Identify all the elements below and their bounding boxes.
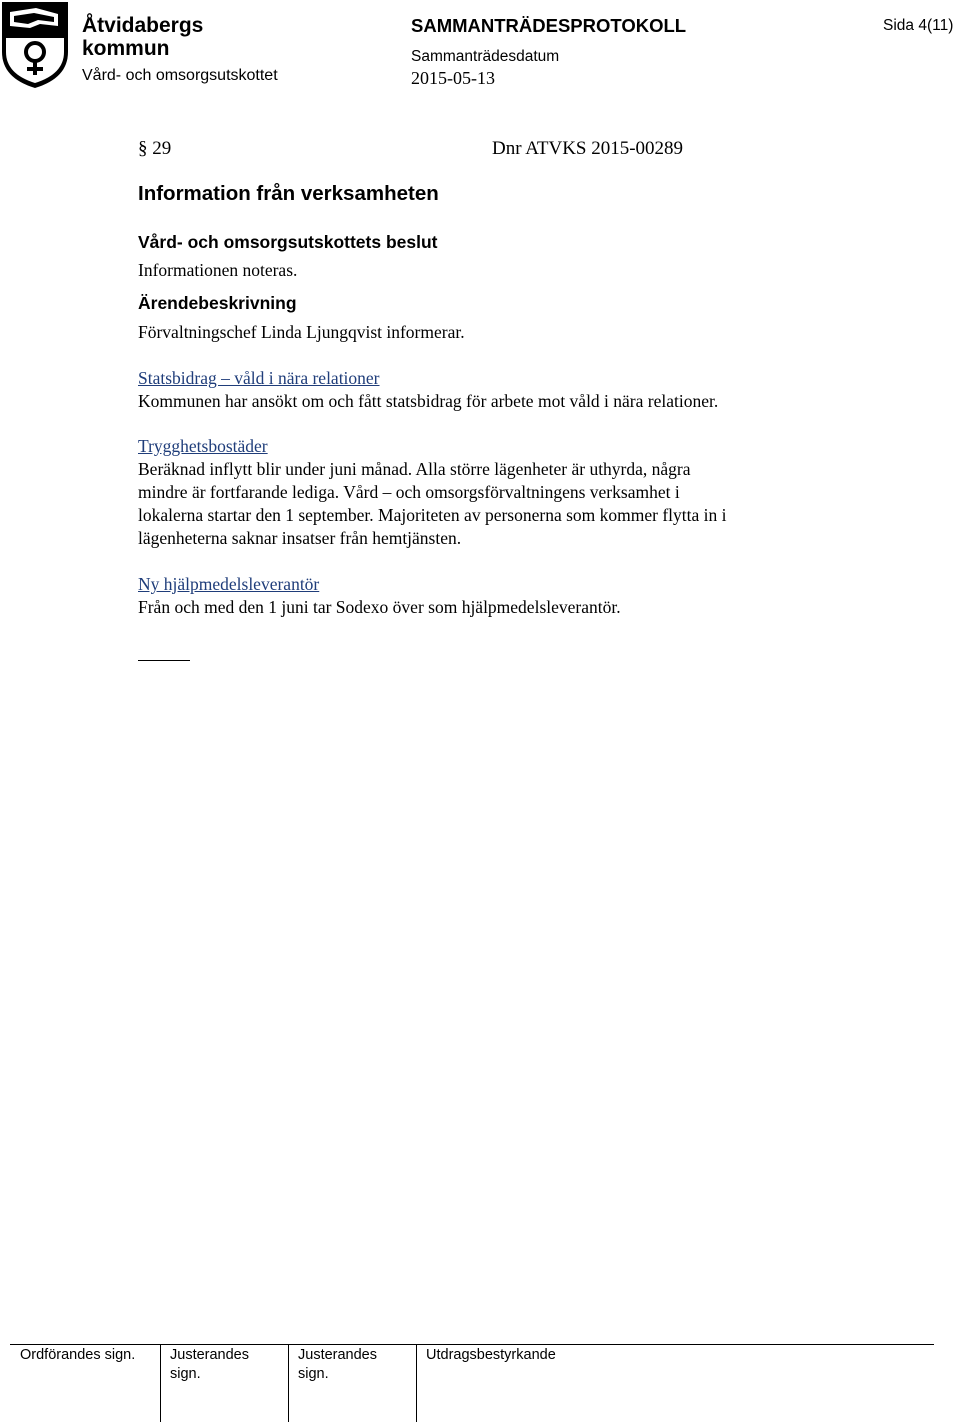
footer-cell-chair-sign bbox=[20, 1346, 135, 1365]
org-unit: Vård- och omsorgsutskottet bbox=[82, 67, 278, 84]
paragraph-number: § 29 bbox=[138, 138, 172, 159]
footer-cell-extract-certifier bbox=[426, 1346, 556, 1365]
description-heading: Ärendebeskrivning bbox=[138, 293, 297, 313]
org-name-line2: kommun bbox=[82, 37, 170, 60]
footer-cell-adjuster-sign-1 bbox=[170, 1346, 249, 1384]
footer-divider bbox=[416, 1344, 417, 1422]
footer-cell-label: Ordförandes sign. bbox=[20, 1347, 136, 1363]
footer-cell-adjuster-sign-2 bbox=[298, 1346, 377, 1384]
topic-line: lägenheterna saknar insatser från hemtjänsten. bbox=[138, 528, 462, 548]
topic-line: Beräknad inflytt blir under juni månad. Alla större lägenheter är uthyrda, några bbox=[138, 459, 691, 479]
end-of-section-rule bbox=[138, 660, 190, 661]
topic-title-hjalpmedelsleverantor[interactable]: Ny hjälpmedelsleverantör bbox=[138, 574, 320, 594]
topic-line: lokalerna startar den 1 september. Majoriteten av personerna som kommer flytta in i bbox=[138, 505, 727, 525]
diary-number: Dnr ATVKS 2015-00289 bbox=[492, 138, 684, 159]
topic-title-statsbidrag[interactable]: Statsbidrag – våld i nära relationer bbox=[138, 368, 380, 388]
topic-title-trygghetsbostader[interactable]: Trygghetsbostäder bbox=[138, 436, 268, 456]
footer-cell-label: sign. bbox=[170, 1366, 201, 1382]
footer-divider bbox=[288, 1344, 289, 1422]
document-title: SAMMANTRÄDESPROTOKOLL bbox=[411, 15, 687, 36]
footer-cell-label: Utdragsbestyrkande bbox=[426, 1347, 556, 1363]
description-text: Förvaltningschef Linda Ljungqvist informerar. bbox=[138, 322, 465, 342]
coat-of-arms-logo bbox=[0, 0, 70, 90]
footer-divider bbox=[160, 1344, 161, 1422]
footer-cell-label: sign. bbox=[298, 1366, 329, 1382]
section-title: Information från verksamheten bbox=[138, 182, 439, 205]
page-number: Sida 4(11) bbox=[883, 17, 954, 34]
meeting-date: 2015-05-13 bbox=[411, 68, 495, 88]
topic-line: Från och med den 1 juni tar Sodexo över som hjälpmedelsleverantör. bbox=[138, 597, 621, 617]
org-name-line1: Åtvidabergs bbox=[82, 14, 204, 37]
meeting-date-label: Sammanträdesdatum bbox=[411, 48, 560, 65]
footer-rule bbox=[10, 1344, 934, 1345]
decision-text: Informationen noteras. bbox=[138, 260, 298, 280]
topic-line: Kommunen har ansökt om och fått statsbidrag för arbete mot våld i nära relationer. bbox=[138, 391, 719, 411]
footer-cell-label: Justerandes bbox=[170, 1347, 249, 1363]
topic-line: mindre är fortfarande lediga. Vård – och omsorgsförvaltningens verksamhet i bbox=[138, 482, 680, 502]
decision-heading: Vård- och omsorgsutskottets beslut bbox=[138, 232, 438, 252]
footer-cell-label: Justerandes bbox=[298, 1347, 377, 1363]
